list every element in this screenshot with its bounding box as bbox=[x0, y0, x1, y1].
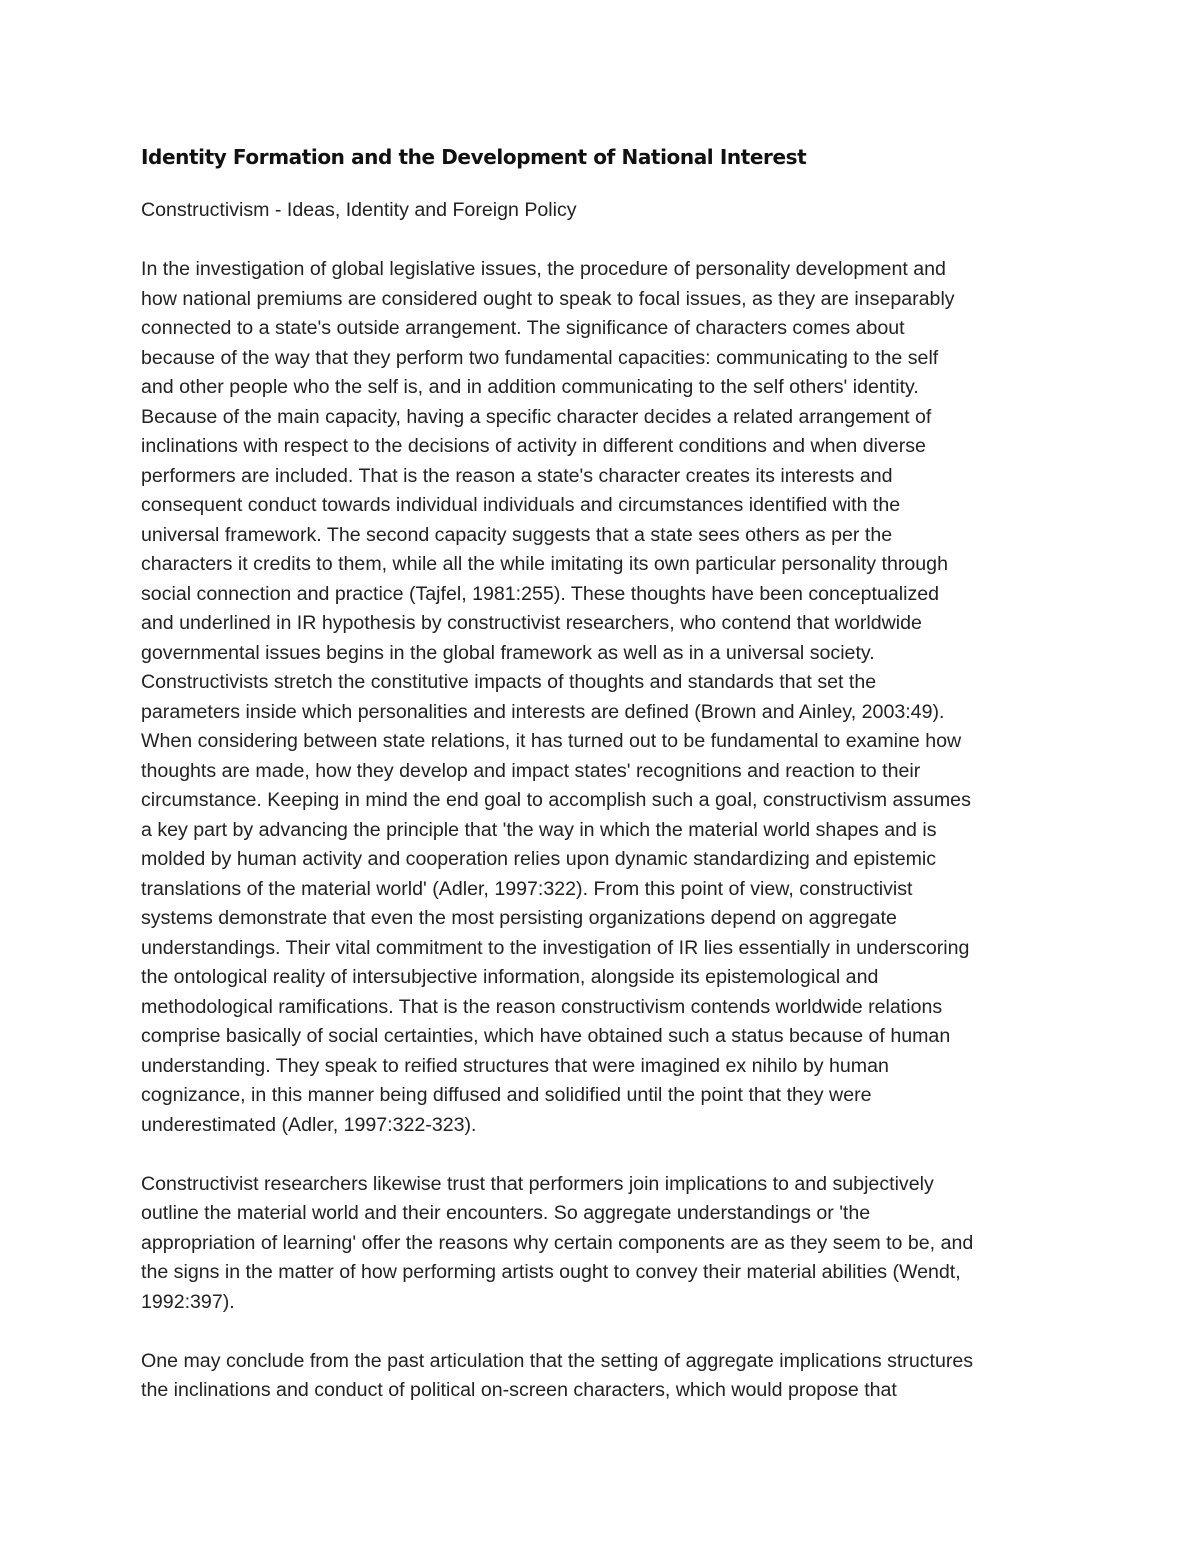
document-subtitle: Constructivism - Ideas, Identity and Foreign Policy bbox=[141, 199, 577, 221]
body-paragraph-2: Constructivist researchers likewise trust that performers join implications to and subjectively outline the material world and their encounters. So aggregate understandings or 'the appropriation of learning' offer the reasons why certain components are as they seem to be, and the signs in the matter of how performing artists ought to convey their material abilities (Wendt, 1992:397). bbox=[141, 1172, 974, 1313]
body-paragraph-1: In the investigation of global legislative issues, the procedure of personality development and how national premiums are considered ought to speak to focal issues, as they are inseparably connected to a state's outside arrangement. The significance of characters comes about because of the way that they perform two fundamental capacities: communicating to the self and other people who the self is, and in addition communicating to the self others' identity. Because of the main capacity, having a specific character decides a related arrangement of inclinations with respect to the decisions of activity in different conditions and when diverse performers are included. That is the reason a state's character creates its interests and consequent conduct towards individual individuals and circumstances identified with the universal framework. The second capacity suggests that a state sees others as per the characters it credits to them, while all the while imitating its own particular personality through social connection and practice (Tajfel, 1981:255). These thoughts have been conceptualized and underlined in IR hypothesis by constructivist researchers, who contend that worldwide governmental issues begins in the global framework as well as in a universal society. Constructivists stretch the constitutive impacts of thoughts and standards that set the parameters inside which personalities and interests are defined (Brown and Ainley, 2003:49). When considering between state relations, it has turned out to be fundamental to examine how thoughts are made, how they develop and impact states' recognitions and reaction to their circumstance. Keeping in mind the end goal to accomplish such a goal, constructivism assumes a key part by advancing the principle that 'the way in which the material world shapes and is molded by human activity and cooperation relies upon dynamic standardizing and epistemic translations of the material world' (Adler, 1997:322). From this point of view, constructivist systems demonstrate that even the most persisting organizations depend on aggregate understandings. Their vital commitment to the investigation of IR lies essentially in underscoring the ontological reality of intersubjective information, alongside its epistemological and methodological ramifications. That is the reason constructivism contends worldwide relations comprise basically of social certainties, which have obtained such a status because of human understanding. They speak to reified structures that were imagined ex nihilo by human cognizance, in this manner being diffused and solidified until the point that they were underestimated (Adler, 1997:322-323). bbox=[141, 258, 971, 1136]
body-paragraph-3: One may conclude from the past articulation that the setting of aggregate implications structures the inclinations and conduct of political on-screen characters, which would propose that bbox=[141, 1349, 974, 1401]
document-title: Identity Formation and the Development of National Interest bbox=[141, 145, 807, 169]
document-body bbox=[141, 140, 1071, 1406]
